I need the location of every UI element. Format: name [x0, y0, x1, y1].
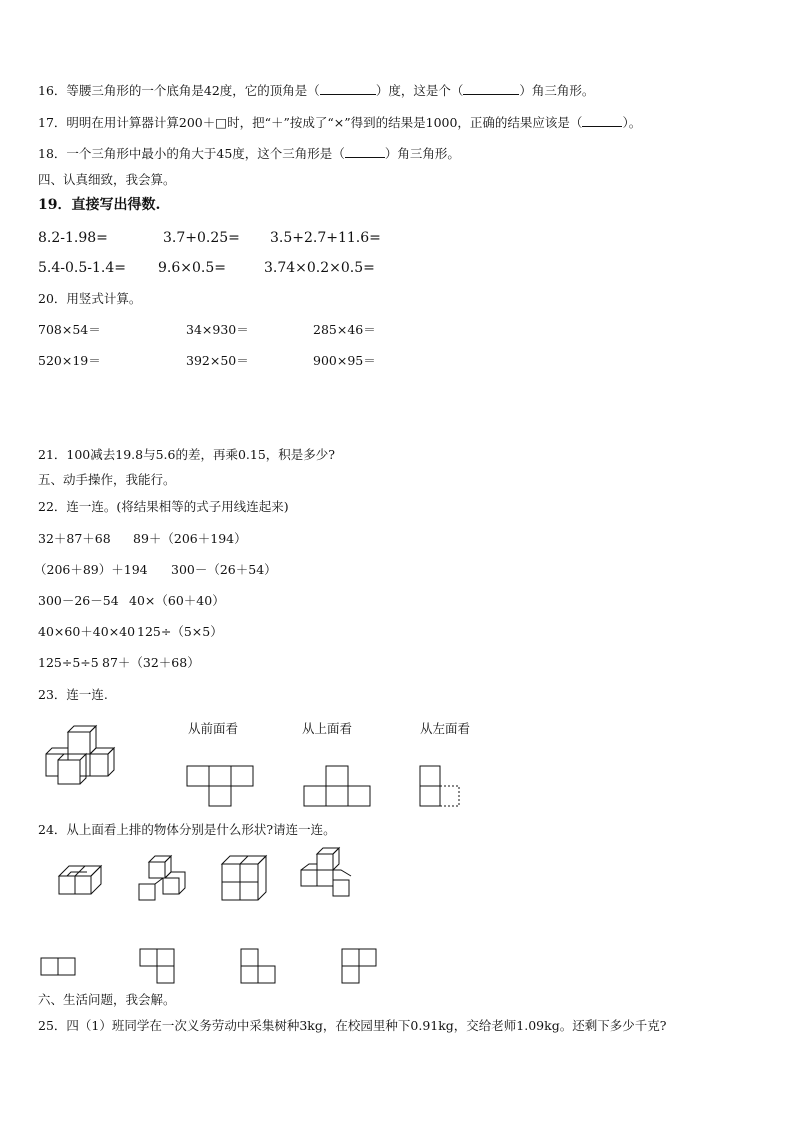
q19-r1-c1: 8.2-1.98=	[38, 230, 108, 246]
q16-blank-1[interactable]	[320, 82, 376, 95]
question-17	[38, 114, 641, 132]
q18-text-a: 18．一个三角形中最小的角大于45度，这个三角形是（	[38, 146, 345, 161]
q24-title: 24．从上面看上排的物体分别是什么形状?请连一连。	[38, 822, 336, 837]
q23-label-left: 从左面看	[420, 721, 471, 736]
q20-r2-c2: 392×50＝	[186, 353, 249, 368]
q16-text-c: ）角三角形。	[519, 83, 595, 98]
q18-text-b: ）角三角形。	[384, 146, 460, 161]
q22-right-4[interactable]: 125÷（5×5）	[137, 624, 223, 639]
q17-text-a: 17．明明在用计算器计算200＋□时，把“＋”按成了“×”得到的结果是1000，正确的结果应该是（	[38, 115, 583, 130]
q23-cube-assembly	[44, 722, 124, 788]
q16-text-b: ）度，这是个（	[375, 83, 464, 98]
q18-blank[interactable]	[345, 145, 385, 158]
q17-text-b: ）。	[622, 115, 642, 130]
q23-front-view	[186, 765, 256, 809]
q22-left-4[interactable]: 40×60＋40×40	[38, 624, 136, 639]
q23-label-top: 从上面看	[302, 721, 353, 736]
q20-r1-c3: 285×46＝	[313, 322, 376, 337]
q16-blank-2[interactable]	[463, 82, 519, 95]
q24-solid-1	[57, 858, 107, 898]
section-5-heading: 五、动手操作，我能行。	[38, 472, 176, 487]
q22-right-5[interactable]: 87＋（32＋68）	[102, 655, 200, 670]
section-4-heading: 四、认真细致，我会算。	[38, 172, 176, 187]
q19-title: 19．直接写出得数.	[38, 197, 161, 213]
q19-r1-c2: 3.7+0.25=	[163, 230, 240, 246]
q24-solid-2	[137, 852, 189, 902]
q24-shape-3	[240, 948, 280, 988]
q22-right-2[interactable]: 300－（26＋54）	[171, 562, 277, 577]
q20-r1-c2: 34×930＝	[186, 322, 249, 337]
q22-right-3[interactable]: 40×（60＋40）	[129, 593, 225, 608]
q22-left-1[interactable]: 32＋87＋68	[38, 531, 111, 546]
q22-right-1[interactable]: 89＋（206＋194）	[133, 531, 247, 546]
q23-title: 23．连一连.	[38, 687, 108, 702]
section-6-heading: 六、生活问题，我会解。	[38, 992, 176, 1007]
q20-r2-c3: 900×95＝	[313, 353, 376, 368]
q16-text-a: 16．等腰三角形的一个底角是42度，它的顶角是（	[38, 83, 320, 98]
q22-left-3[interactable]: 300－26－54	[38, 593, 119, 608]
question-21: 21．100减去19.8与5.6的差，再乘0.15，积是多少?	[38, 447, 336, 462]
q19-r2-c2: 9.6×0.5=	[158, 260, 226, 276]
q19-r2-c3: 3.74×0.2×0.5=	[264, 260, 375, 276]
question-16	[38, 82, 594, 100]
q24-solid-4	[299, 846, 357, 900]
q23-left-view	[419, 765, 469, 809]
q23-label-front: 从前面看	[188, 721, 239, 736]
q22-title: 22．连一连。(将结果相等的式子用线连起来)	[38, 499, 289, 514]
q19-r2-c1: 5.4-0.5-1.4=	[38, 260, 126, 276]
q22-left-5[interactable]: 125÷5÷5	[38, 655, 99, 670]
q23-top-view	[303, 765, 373, 809]
q24-solid-3	[220, 854, 270, 902]
q20-title: 20．用竖式计算。	[38, 291, 142, 306]
q22-left-2[interactable]: （206＋89）＋194	[34, 562, 148, 577]
question-25: 25．四（1）班同学在一次义务劳动中采集树种3kg，在校园里种下0.91kg，交给老师1.09kg。还剩下多少千克?	[38, 1018, 667, 1033]
q20-r1-c1: 708×54＝	[38, 322, 101, 337]
q24-shape-2	[139, 948, 179, 988]
q20-r2-c1: 520×19＝	[38, 353, 101, 368]
q24-shape-1	[40, 957, 80, 979]
question-18	[38, 145, 460, 163]
q17-blank[interactable]	[582, 114, 622, 127]
q19-r1-c3: 3.5+2.7+11.6=	[270, 230, 381, 246]
q24-shape-4	[341, 948, 381, 988]
